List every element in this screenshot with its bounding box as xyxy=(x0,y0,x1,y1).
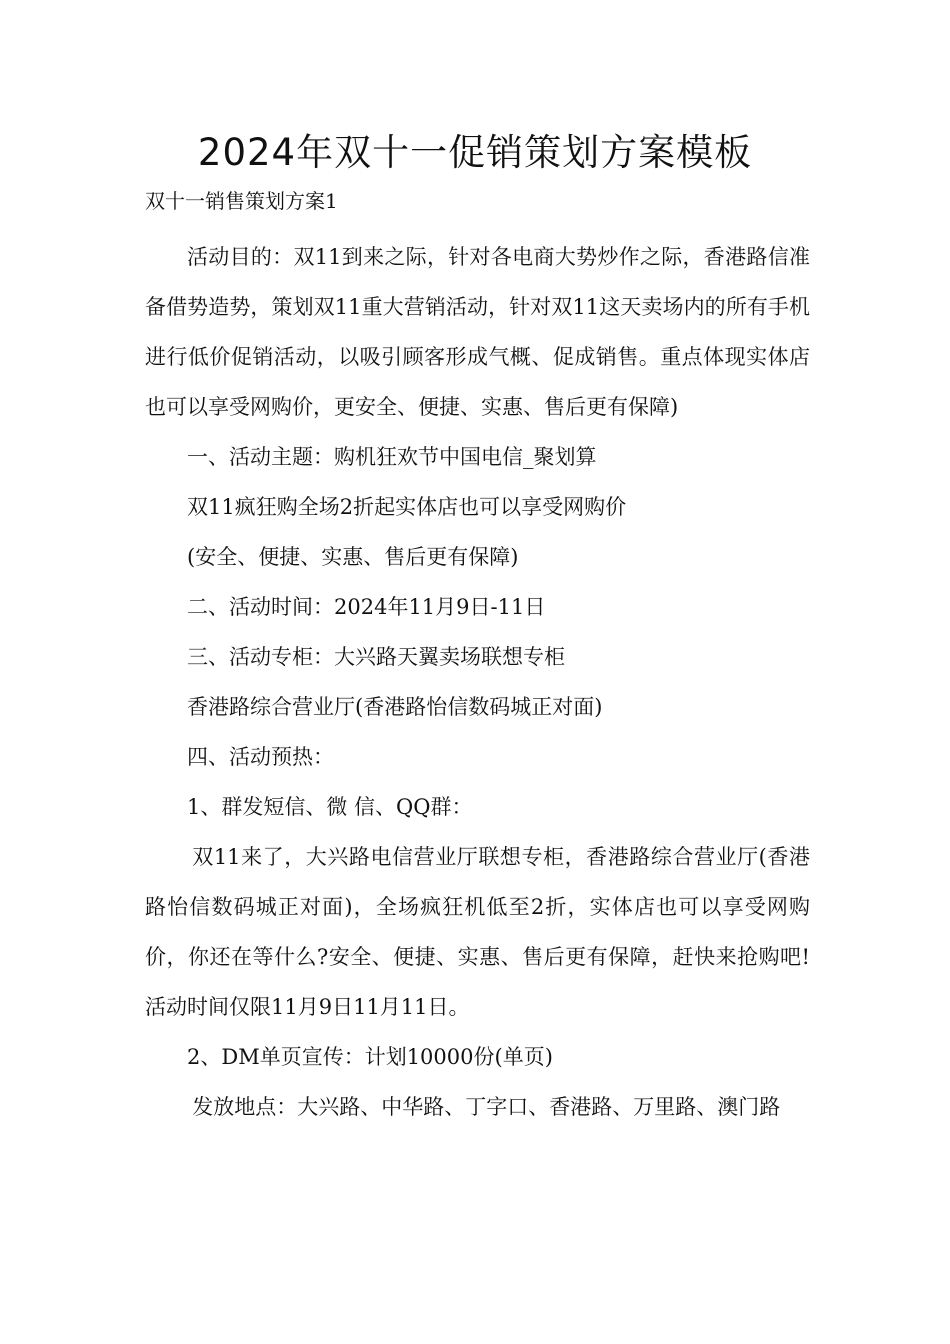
paragraph: 四、活动预热： xyxy=(187,745,334,769)
paragraph: (安全、便捷、实惠、售后更有保障) xyxy=(187,545,519,569)
paragraph: 二、活动时间：2024年11月9日-11日 xyxy=(187,595,546,619)
document-subtitle: 双十一销售策划方案1 xyxy=(145,189,338,213)
document-title: 2024年双十一促销策划方案模板 xyxy=(197,131,753,174)
paragraph: 双11来了，大兴路电信营业厅联想专柜，香港路综合营业厅(香港路怡信数码城正对面)，全场疯狂机低至2折，实体店也可以享受网购价，你还在等什么?安全、便捷、实惠、售后更有保障，赶快来抢购吧!活动时间仅限11月9日11月11日。 xyxy=(145,845,810,1019)
paragraph: 2、DM单页宣传：计划10000份(单页) xyxy=(187,1045,553,1069)
paragraph: 1、群发短信、微 信、QQ群： xyxy=(187,795,473,819)
paragraph: 发放地点：大兴路、中华路、丁字口、香港路、万里路、澳门路 xyxy=(192,1095,781,1119)
document-body xyxy=(145,232,810,1132)
paragraph: 三、活动专柜：大兴路天翼卖场联想专柜 xyxy=(187,645,565,669)
paragraph: 活动目的：双11到来之际，针对各电商大势炒作之际，香港路信准备借势造势，策划双11重大营销活动，针对双11这天卖场内的所有手机进行低价促销活动，以吸引顾客形成气概、促成销售。重点体现实体店也可以享受网购价，更安全、便捷、实惠、售后更有保障) xyxy=(145,245,810,419)
paragraph: 双11疯狂购全场2折起实体店也可以享受网购价 xyxy=(187,495,627,519)
paragraph: 一、活动主题：购机狂欢节中国电信_聚划算 xyxy=(187,445,597,469)
paragraph: 香港路综合营业厅(香港路怡信数码城正对面) xyxy=(187,695,603,719)
